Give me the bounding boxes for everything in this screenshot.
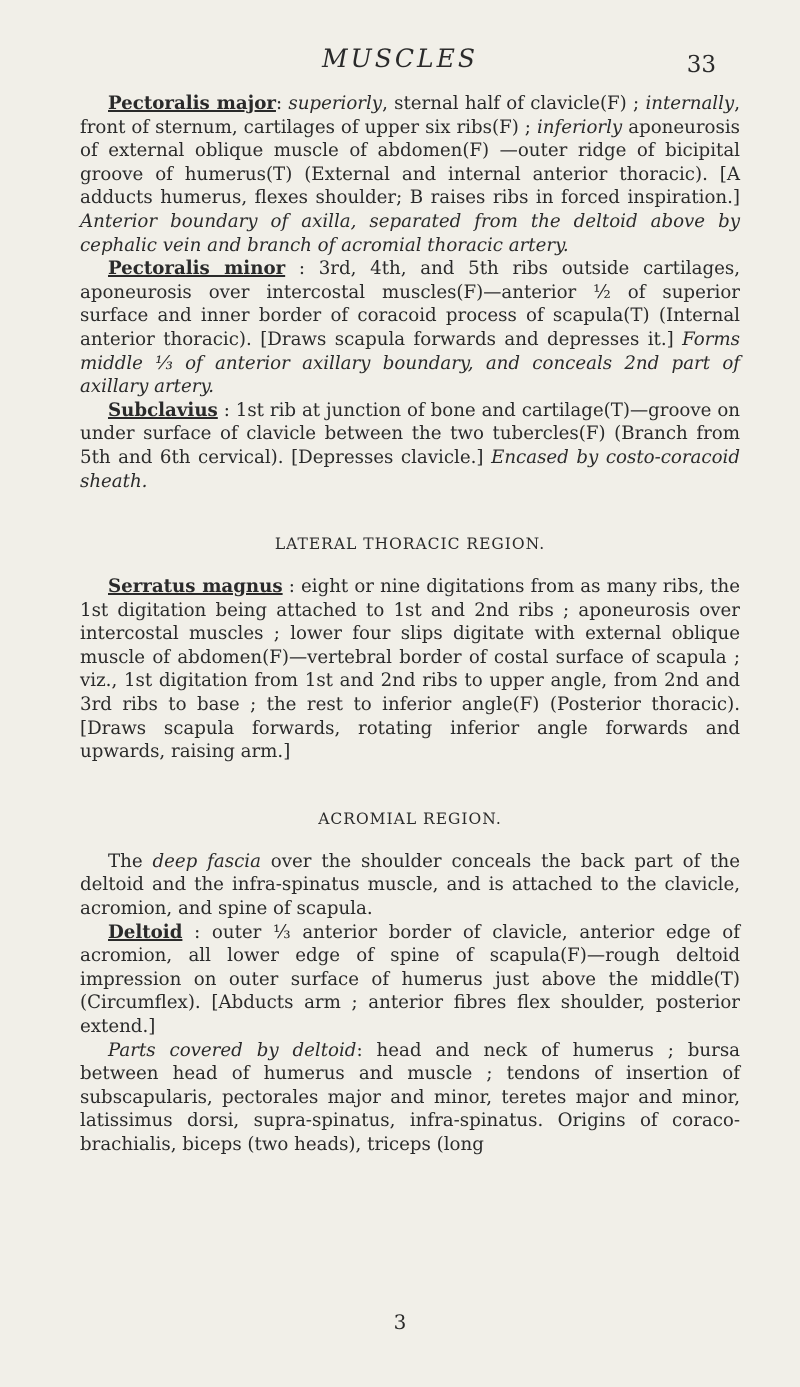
paragraph-deep-fascia xyxy=(80,850,740,921)
italic-text: internally xyxy=(645,93,735,114)
italic-text: Anterior boundary of axilla, separated from the deltoid above by cephalic vein and branch of acromial thoracic artery. xyxy=(80,210,740,256)
term-deltoid: Deltoid xyxy=(108,921,183,943)
text: : 3rd, 4th, and 5th ribs outside cartilages, aponeurosis over intercostal muscles(F)—anterior ½ of superior surface and inner border of coracoid process of scapula(T) (Internal anterior thoracic). [Draws scapula forwards and depresses it.] xyxy=(80,258,740,350)
term-subclavius: Subclavius xyxy=(108,399,218,421)
text: : eight or nine digitations from as many ribs, the 1st digitation being attached to 1st and 2nd ribs ; aponeurosis over intercostal muscles ; lower four slips digitate with external oblique muscle of abdomen(F)—vertebral border of costal surface of scapula ; viz., 1st digitation from 1st and 2nd ribs to upper angle, from 2nd and 3rd ribs to base ; the rest to inferior angle(F) (Posterior thoracic). [Draws scapula forwards, rotating inferior angle forwards and upwards, raising arm.] xyxy=(80,576,740,763)
paragraph-parts-covered xyxy=(80,1039,740,1157)
text: : 1st rib at junction of bone and cartilage(T)—groove on under surface of clavicle between the two tubercles(F) (Branch from 5th and 6th cervical). [Depresses clavicle.] xyxy=(80,399,740,468)
text: aponeurosis of external oblique muscle of abdomen(F) —outer ridge of bicipital groove of humerus(T) (External and internal anterior thoracic). [A adducts humerus, flexes shoulder; B raises ribs in forced inspiration.] xyxy=(80,116,740,209)
text: : outer ⅓ anterior border of clavicle, anterior edge of acromion, all lower edge of spine of scapula(F)—rough deltoid impression on outer surface of humerus just above the middle(T) (Circumflex). [Abducts arm ; anterior fibres flex shoulder, posterior extend.] xyxy=(80,921,740,1037)
term-pectoralis-minor: Pectoralis minor xyxy=(108,258,286,280)
text: The xyxy=(108,850,153,872)
italic-text: inferiorly xyxy=(536,116,623,138)
paragraph-subclavius xyxy=(80,399,740,493)
paragraph-serratus-magnus xyxy=(80,575,740,764)
italic-text: deep fascia xyxy=(152,850,261,872)
italic-text: Parts covered by deltoid xyxy=(108,1039,357,1061)
running-title: MUSCLES xyxy=(322,44,478,73)
heading-acromial-region: ACROMIAL REGION. xyxy=(318,809,502,828)
text: , sternal half of clavicle(F) ; xyxy=(382,93,646,114)
page-content xyxy=(80,92,740,1157)
text: : head and neck of humerus ; bursa between head of humerus and muscle ; tendons of insertion of subscapularis, pectorales major and minor, teretes major and minor, latissimus dorsi, supra-spinatus, infra-spinatus. Origins of coraco-brachialis, biceps (two heads), triceps (long xyxy=(80,1039,741,1155)
term-serratus-magnus: Serratus magnus xyxy=(108,576,283,598)
italic-text: Forms middle ⅓ of anterior axillary boundary, and conceals 2nd part of axillary artery. xyxy=(80,328,740,398)
page-number: 33 xyxy=(686,52,716,78)
term-pectoralis-major: Pectoralis major xyxy=(108,93,276,114)
text: over the shoulder conceals the back part of the deltoid and the infra-spinatus muscle, and is attached to the clavicle, acromion, and spine of scapula. xyxy=(80,850,741,920)
paragraph-pectoralis-major xyxy=(80,92,740,257)
text: , front of sternum, cartilages of upper six ribs(F) ; xyxy=(80,93,740,138)
text: : xyxy=(275,93,289,114)
italic-text: superiorly xyxy=(288,93,383,114)
heading-lateral-thoracic-region: LATERAL THORACIC REGION. xyxy=(274,535,546,554)
paragraph-deltoid xyxy=(80,921,740,1039)
signature-mark: 3 xyxy=(393,1310,407,1334)
paragraph-pectoralis-minor xyxy=(80,257,740,399)
italic-text: Encased by costo-coracoid sheath. xyxy=(80,446,740,492)
